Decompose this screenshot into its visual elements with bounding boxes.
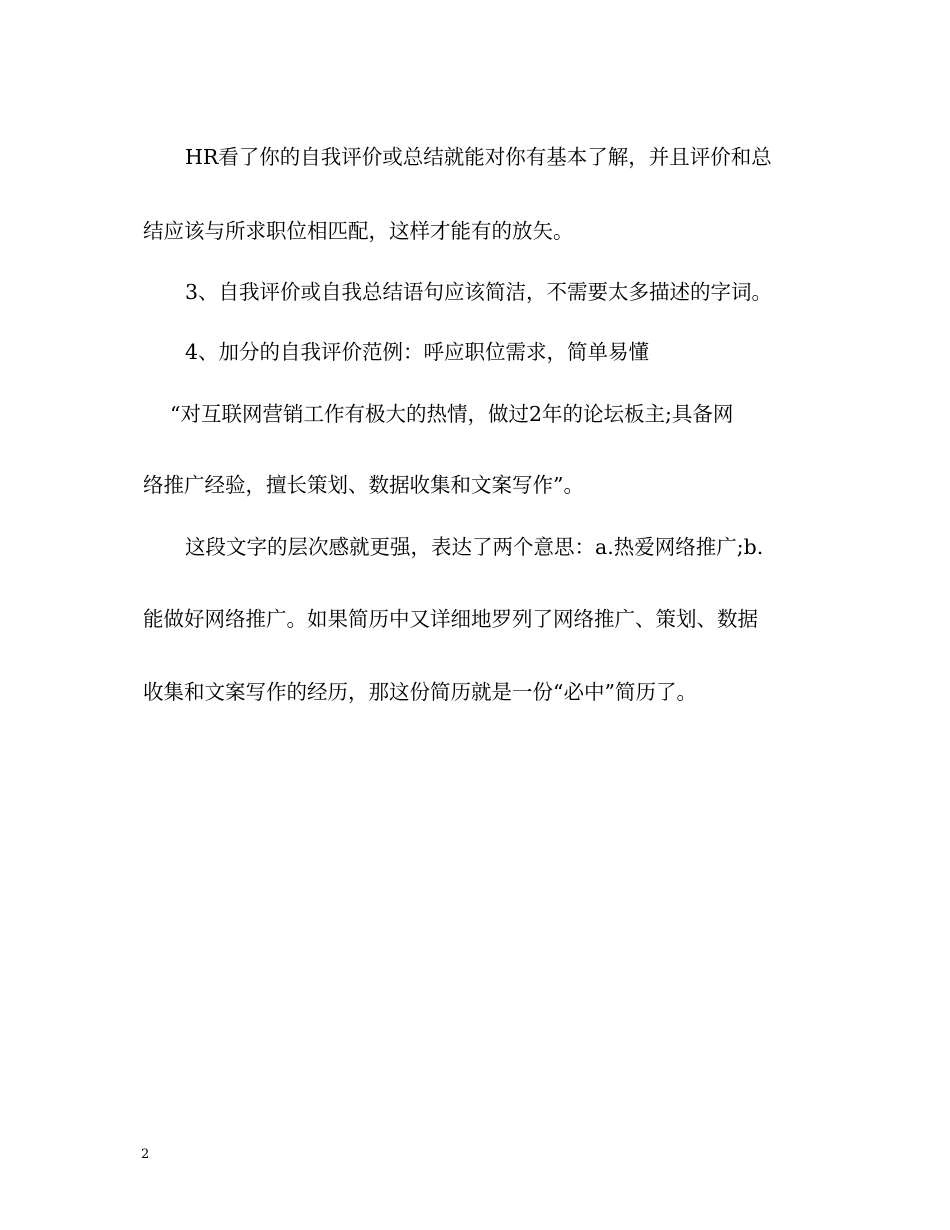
paragraph-line: 结应该与所求职位相匹配，这样才能有的放矢。: [143, 219, 574, 243]
quote-line: “对互联网营销工作有极大的热情，做过2年的论坛板主;具备网: [170, 402, 734, 426]
paragraph-line: 3、自我评价或自我总结语句应该简洁，不需要太多描述的字词。: [185, 280, 773, 304]
page-number: 2: [141, 1147, 150, 1162]
paragraph-line: HR看了你的自我评价或总结就能对你有基本了解，并且评价和总: [185, 145, 772, 169]
paragraph-line: 这段文字的层次感就更强，表达了两个意思：a.热爱网络推广;b.: [185, 535, 764, 559]
paragraph-line: 能做好网络推广。如果简历中又详细地罗列了网络推广、策划、数据: [143, 607, 758, 631]
paragraph-line: 4、加分的自我评价范例：呼应职位需求，简单易懂: [185, 340, 650, 364]
paragraph-line: 收集和文案写作的经历，那这份简历就是一份“必中”简历了。: [143, 680, 697, 704]
quote-line: 络推广经验，擅长策划、数据收集和文案写作”。: [143, 473, 584, 497]
